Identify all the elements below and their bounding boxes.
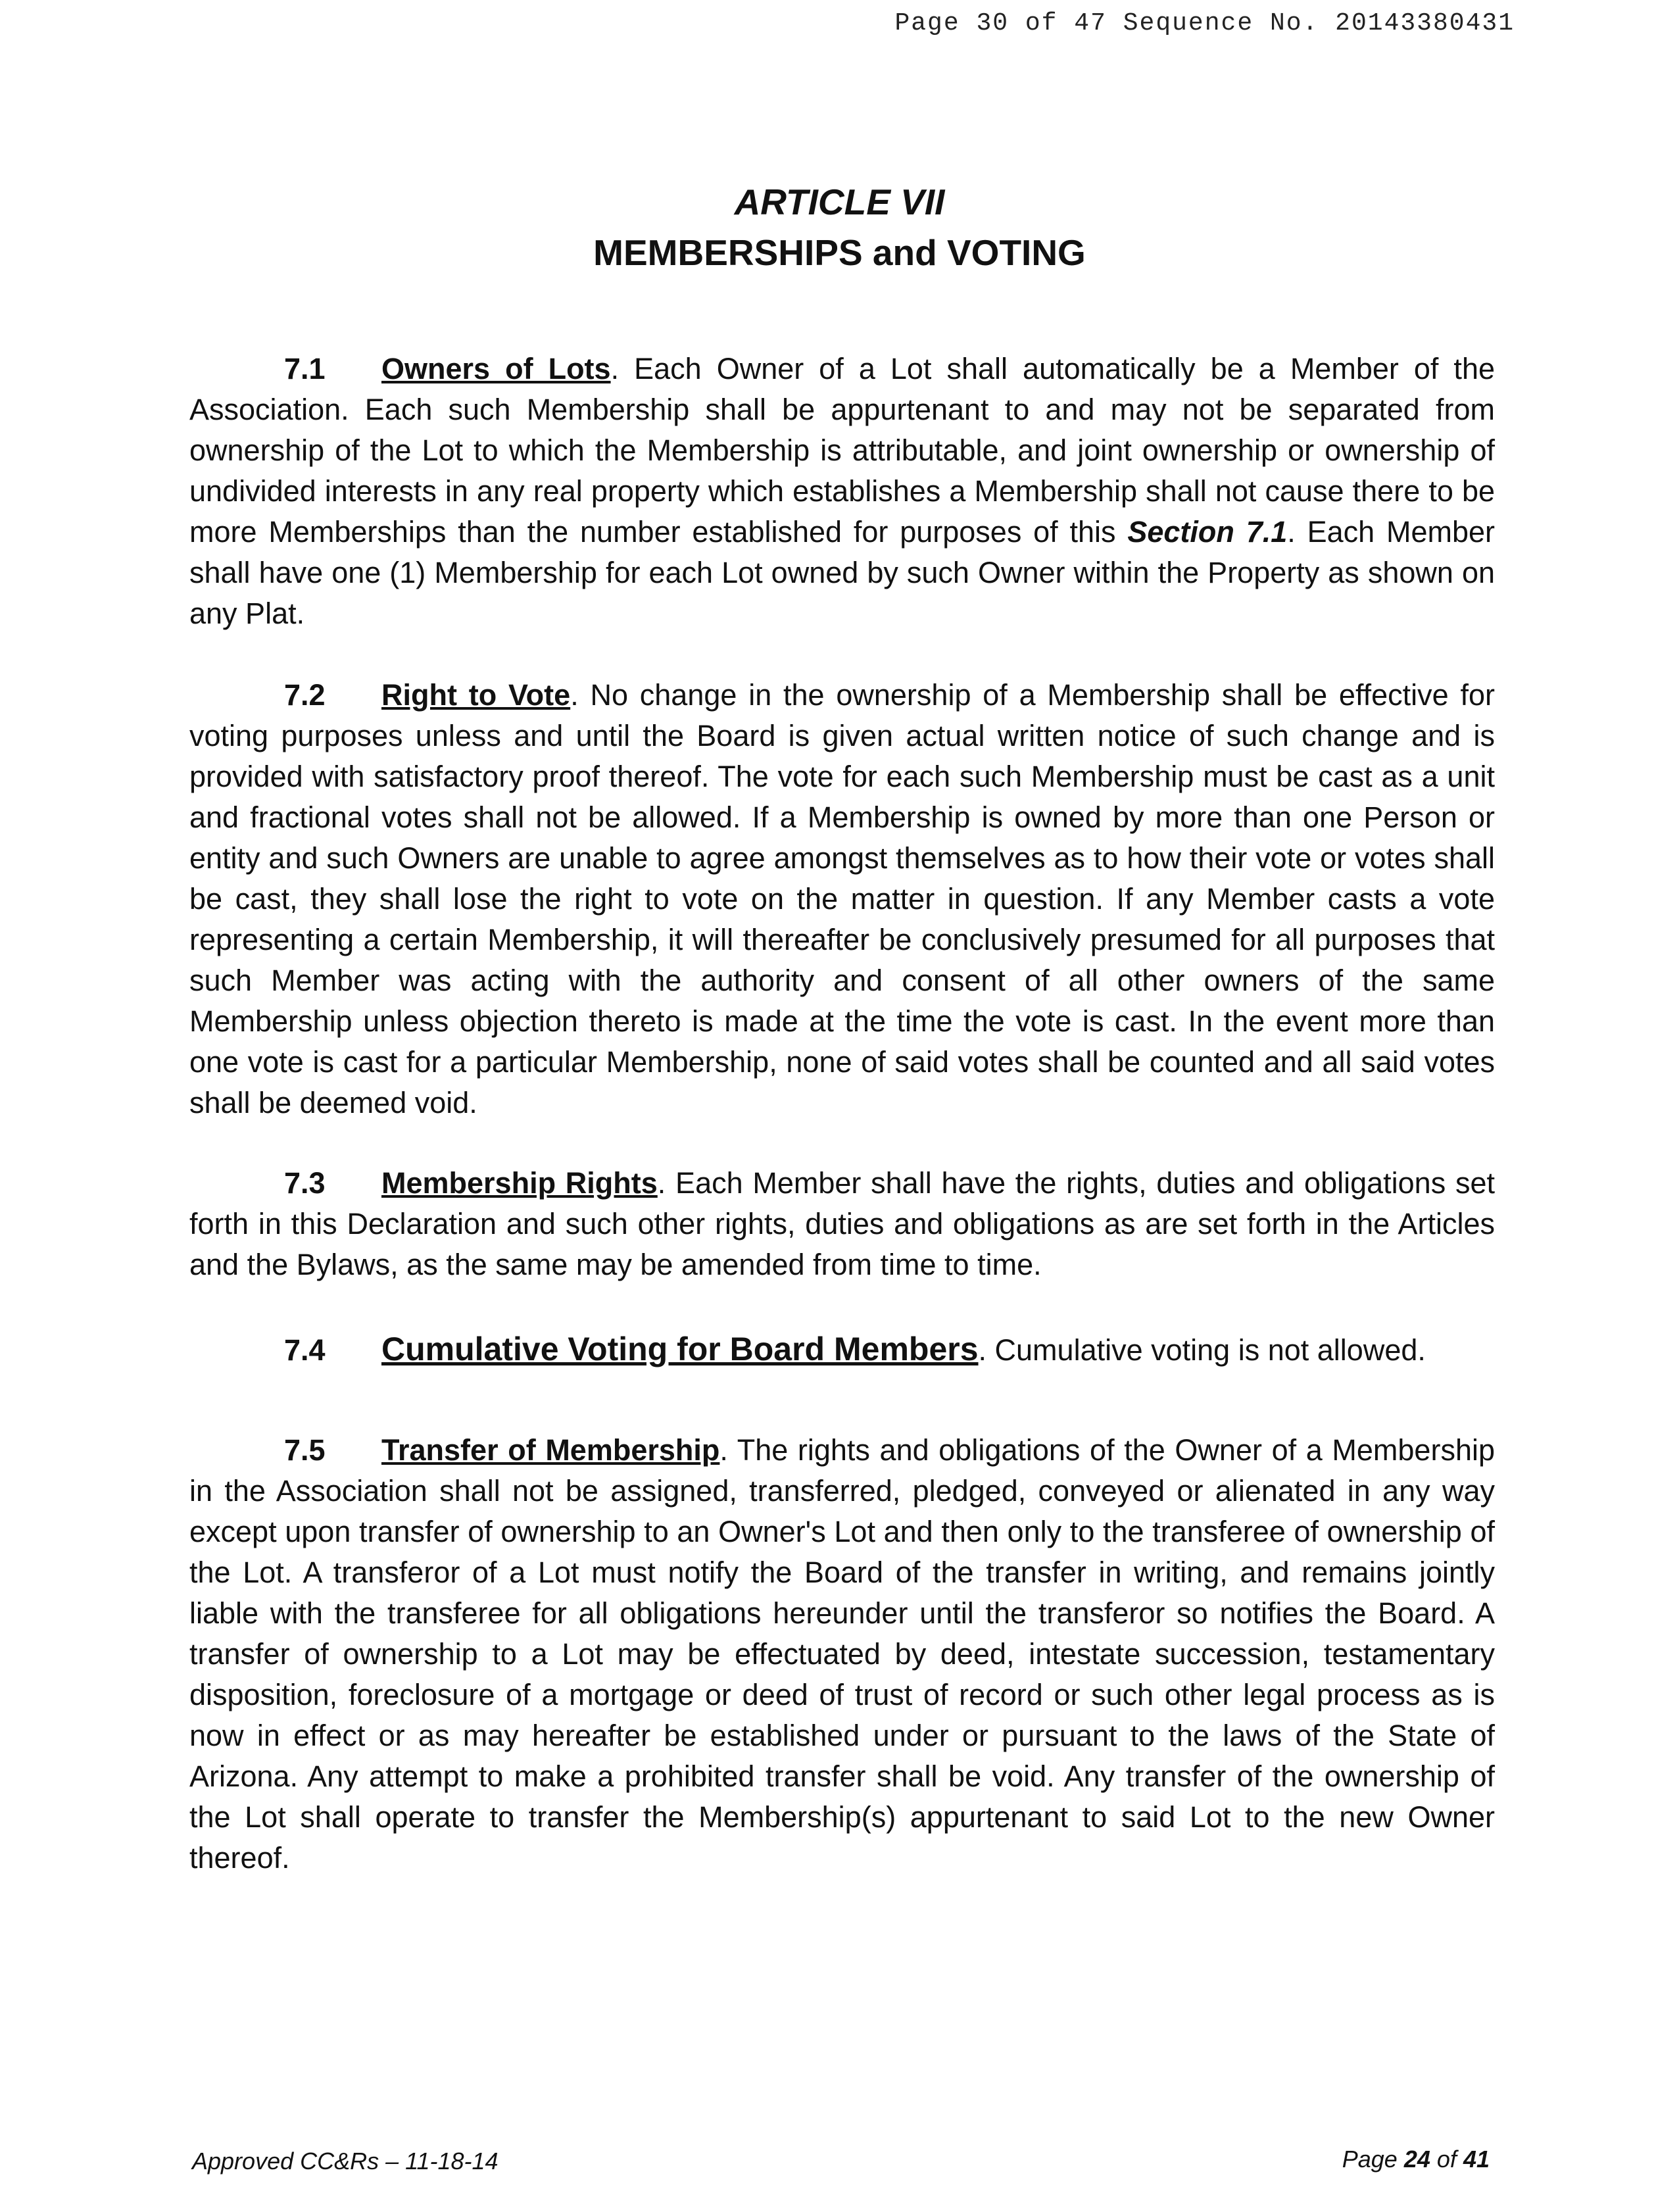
section-7-2 (189, 675, 1495, 1123)
section-paragraph (189, 349, 1495, 634)
section-body-text: . Each Owner of a Lot shall automatically be a Member of the Association. Each such Membership shall be appurtenant to and may not be separated from ownership of the Lot to which the Membership is attributable, and joint ownership or ownership of undivided interests in any real property which establishes a Membership shall not cause there to be more Memberships than the number established for purposes of this (189, 352, 1495, 549)
section-body-text: . The rights and obligations of the Owner of a Membership in the Association shall not be assigned, transferred, pledged, conveyed or alienated in any way except upon transfer of ownership to an Owner's Lot and then only to the transferee of ownership of the Lot. A transferor of a Lot must notify the Board of the transfer in writing, and remains jointly liable with the transferee for all obligations hereunder until the transferor so notifies the Board. A transfer of ownership to a Lot may be effectuated by deed, intestate succession, testamentary disposition, foreclosure of a mortgage or deed of trust of record or such other legal process as is now in effect or as may hereafter be established under or pursuant to the laws of the State of Arizona. Any attempt to make a prohibited transfer shall be void. Any transfer of the ownership of the Lot shall operate to transfer the Membership(s) appurtenant to said Lot to the new Owner thereof. (189, 1433, 1495, 1875)
footer-page-word: Page (1342, 2146, 1398, 2173)
section-7-4 (189, 1329, 1495, 1371)
section-paragraph (189, 1329, 1495, 1371)
sequence-header-stamp: Page 30 of 47 Sequence No. 20143380431 (894, 9, 1515, 37)
section-7-3 (189, 1163, 1495, 1285)
section-title: Right to Vote (381, 678, 571, 712)
section-number: 7.2 (284, 678, 326, 712)
section-number: 7.4 (284, 1333, 326, 1367)
footer-page-number (1342, 2146, 1490, 2173)
section-title: Cumulative Voting for Board Members (381, 1331, 979, 1367)
section-paragraph (189, 1430, 1495, 1879)
section-body-text-continued: . Each Member shall have one (1) Membership for each Lot owned by such Owner within the Property as shown on any Plat. (189, 515, 1495, 630)
section-title: Owners of Lots (381, 352, 611, 385)
section-7-5 (189, 1430, 1495, 1879)
section-title: Transfer of Membership (381, 1433, 720, 1467)
section-title: Membership Rights (381, 1166, 658, 1200)
section-7-1 (189, 349, 1495, 634)
section-number: 7.1 (284, 352, 326, 385)
section-number: 7.3 (284, 1166, 326, 1200)
section-body-text: . Cumulative voting is not allowed. (978, 1333, 1426, 1367)
footer-page-current: 24 (1403, 2146, 1430, 2173)
footer-page-total: 41 (1463, 2146, 1490, 2173)
article-title-heading: MEMBERSHIPS and VOTING (593, 232, 1086, 273)
article-number-heading: ARTICLE VII (734, 182, 945, 222)
section-paragraph (189, 1163, 1495, 1285)
footer-document-label: Approved CC&Rs – 11-18-14 (192, 2148, 499, 2175)
section-body-text: . Each Member shall have the rights, duties and obligations set forth in this Declaration and such other rights, duties and obligations as are set forth in the Articles and the Bylaws, as the same may be amended from time to time. (189, 1166, 1495, 1281)
section-number: 7.5 (284, 1433, 326, 1467)
section-body-text: . No change in the ownership of a Membership shall be effective for voting purposes unless and until the Board is given actual written notice of such change and is provided with satisfactory proof thereof. The vote for each such Membership must be cast as a unit and fractional votes shall not be allowed. If a Membership is owned by more than one Person or entity and such Owners are unable to agree amongst themselves as to how their vote or votes shall be cast, they shall lose the right to vote on the matter in question. If any Member casts a vote representing a certain Membership, it will thereafter be conclusively presumed for all purposes that such Member was acting with the authority and consent of all other owners of the same Membership unless objection thereto is made at the time the vote is cast. In the event more than one vote is cast for a particular Membership, none of said votes shall be counted and all said votes shall be deemed void. (189, 678, 1495, 1119)
footer-of-word: of (1436, 2146, 1457, 2173)
section-reference: Section 7.1 (1127, 515, 1288, 549)
section-paragraph (189, 675, 1495, 1123)
